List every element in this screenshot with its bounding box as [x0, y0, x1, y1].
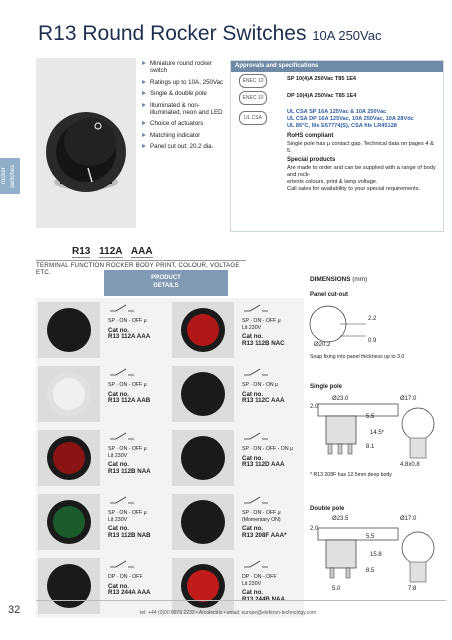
- single-term: 4.8x0.8: [400, 462, 420, 468]
- catno-label: Cat no.: [108, 525, 129, 533]
- catno-label: Cat no.: [242, 454, 263, 462]
- product-photo: [172, 302, 234, 358]
- catno-label: Cat no.: [108, 326, 129, 334]
- product-info: [242, 318, 302, 347]
- rocker-switch-icon: [172, 302, 234, 358]
- double-c: 8.5: [366, 568, 375, 574]
- product-spec: SP · ON - OFF - ON μ: [242, 446, 294, 452]
- rocker-switch-icon: [38, 558, 100, 614]
- single-a: 5.5: [366, 414, 375, 420]
- special-text: Are made to order and can be supplied with a range of body and rock- erlents colours, print & lamp voltage. Call sales for availability to your special requirements.: [287, 165, 436, 192]
- approval-sp: SP 10(4)A 250Vac T85 1E4: [287, 76, 357, 82]
- dimensions-heading: DIMENSIONS (mm): [310, 276, 368, 283]
- switch-schematic-icon: [108, 366, 148, 378]
- ul-csa-logo: UL CSA: [239, 111, 267, 125]
- code-part-function: 112A: [99, 246, 123, 257]
- product-cell: [170, 362, 304, 427]
- page-number: 32: [8, 604, 21, 616]
- product-info: [108, 510, 168, 539]
- product-spec: SP · ON - OFF μ: [108, 318, 147, 324]
- approval-dp: DP 10(4)A 250Vac T85 1E4: [287, 93, 357, 99]
- approvals-box: [230, 60, 444, 232]
- double-e: 5.0: [332, 586, 341, 592]
- switch-schematic-icon: [108, 494, 148, 506]
- catno-label: Cat no.: [242, 589, 263, 597]
- catno-value: R13 112A AAB: [108, 397, 151, 405]
- product-photo: [38, 558, 100, 614]
- rocker-switch-icon: [172, 558, 234, 614]
- product-info: [108, 446, 168, 475]
- switch-schematic-icon: [242, 366, 282, 378]
- rocker-switch-icon: [172, 430, 234, 486]
- catno-value: R13 244A AAA: [108, 589, 151, 597]
- product-details-header: PRODUCT DETAILS: [104, 270, 228, 296]
- enec-logo: ENEC 10: [239, 91, 267, 105]
- cutout-title: Panel cut-out: [310, 292, 349, 298]
- product-cell: [170, 426, 304, 491]
- catno-label: Cat no.: [242, 525, 263, 533]
- switch-schematic-icon: [242, 494, 282, 506]
- product-photo: [172, 494, 234, 550]
- rocker-switch-icon: [38, 366, 100, 422]
- feature-item: Miniature round rocker switch: [142, 60, 230, 75]
- page-title: R13 Round Rocker Switches 10A 250Vac: [38, 22, 382, 45]
- catno-value: R13 112D AAA: [242, 461, 285, 469]
- ordering-code-legend: TERMINAL FUNCTION ROCKER BODY PRINT, COLOUR, VOLTAGE ETC.: [36, 262, 240, 276]
- catno-value: R13 112B NAB: [108, 531, 151, 539]
- switch-schematic-icon: [242, 558, 282, 570]
- catno-label: Cat no.: [108, 582, 129, 590]
- switch-schematic-icon: [108, 302, 148, 314]
- hero-image: [36, 58, 136, 228]
- product-cell: [36, 298, 170, 363]
- product-spec: DP · ON - OFF Lit 230V: [242, 574, 277, 587]
- rocker-switch-icon: [38, 494, 100, 550]
- rohs-title: RoHS compliant: [287, 133, 334, 139]
- rocker-switch-photo: [36, 58, 136, 228]
- code-part-terminal: R13: [72, 246, 91, 257]
- catno-value: R13 208F AAA*: [242, 531, 287, 539]
- single-b: 14.5*: [370, 430, 385, 436]
- cutout-dia: Ø20.2: [314, 342, 331, 348]
- catno-label: Cat no.: [108, 390, 129, 398]
- double-t: 2.0: [310, 526, 319, 532]
- product-cell: [170, 490, 304, 555]
- product-info: [108, 574, 168, 597]
- single-note: * R13 208F has 12.5mm deep body: [310, 472, 392, 478]
- double-a: 5.5: [366, 534, 375, 540]
- catno-value: R13 112B NAC: [242, 339, 285, 347]
- product-cell: [36, 362, 170, 427]
- catno-value: R13 112A AAA: [108, 333, 151, 341]
- code-part-rocker: AAA: [130, 246, 153, 257]
- feature-item: Single & double pole: [142, 90, 230, 97]
- product-spec: DP · ON - OFF: [108, 574, 143, 580]
- footer-divider: [36, 600, 446, 601]
- product-info: [108, 382, 168, 405]
- product-info: [242, 574, 302, 603]
- feature-item: Matching indicator: [142, 132, 230, 139]
- switch-schematic-icon: [108, 430, 148, 442]
- code-divider: [36, 260, 246, 261]
- feature-item: Illuminated & non-illuminated, neon and LED: [142, 102, 230, 117]
- product-cell: [36, 426, 170, 491]
- switch-schematic-icon: [108, 558, 148, 570]
- special-title: Special products: [287, 157, 336, 163]
- rocker-switch-icon: [172, 366, 234, 422]
- product-info: [108, 318, 168, 341]
- approvals-heading: Approvals and specifications: [231, 61, 443, 72]
- catno-value: R13 112C AAA: [242, 397, 285, 405]
- snap-note: Snap fixing into panel thickness up to 3.0: [310, 354, 405, 360]
- section-tab: rocker switches: [0, 158, 20, 194]
- ordering-code: [72, 246, 159, 257]
- rocker-switch-icon: [38, 430, 100, 486]
- product-cell: [36, 490, 170, 555]
- product-info: [242, 510, 302, 539]
- single-c: 8.1: [366, 444, 375, 450]
- double-b: 15.8: [370, 552, 382, 558]
- switch-schematic-icon: [242, 302, 282, 314]
- double-d: Ø17.0: [400, 516, 417, 522]
- double-pole-title: Double pole: [310, 506, 345, 512]
- catno-label: Cat no.: [242, 333, 263, 341]
- double-f: 7.8: [408, 586, 417, 592]
- feature-list: [142, 60, 230, 155]
- footer-text: tel: +44 (0)00 8979 2232 • Arcolectric • email: europe@elektron-technology.com: [140, 610, 317, 616]
- double-w: Ø23.5: [332, 516, 349, 522]
- cutout-r2: 0.9: [368, 338, 377, 344]
- single-w: Ø23.0: [332, 396, 349, 402]
- catno-value: R13 112B NAA: [108, 467, 151, 475]
- approval-ul-csa: UL CSA SP 16A 125Vac & 10A 250Vac UL CSA DP 16A 125Vac, 10A 250Vac, 10A 28Vdc UL 85°C, file E67774(S), CSA file LR45128: [287, 109, 414, 129]
- product-spec: SP · ON - OFF μ: [108, 382, 147, 388]
- catno-label: Cat no.: [242, 390, 263, 398]
- product-photo: [38, 430, 100, 486]
- product-info: [242, 382, 302, 405]
- feature-item: Ratings up to 10A, 250Vac: [142, 79, 230, 86]
- product-info: [242, 446, 302, 469]
- single-d: Ø17.0: [400, 396, 417, 402]
- product-spec: SP · ON - OFF μ Lit 230V: [108, 510, 147, 523]
- rocker-switch-icon: [172, 494, 234, 550]
- single-t: 2.0: [310, 404, 319, 410]
- catno-label: Cat no.: [108, 461, 129, 469]
- rohs-text: Single pole has μ contact gap. Technical data on pages 4 & 5.: [287, 141, 434, 154]
- product-spec: SP · ON - ON μ: [242, 382, 279, 388]
- cutout-r1: 2.2: [368, 316, 377, 322]
- product-photo: [172, 430, 234, 486]
- product-spec: SP · ON - OFF μ Lit 230V: [242, 318, 281, 331]
- product-photo: [38, 494, 100, 550]
- switch-schematic-icon: [242, 430, 282, 442]
- product-cell: [170, 298, 304, 363]
- feature-item: Panel cut out: 20.2 dia.: [142, 143, 230, 150]
- product-photo: [172, 366, 234, 422]
- product-spec: SP · ON - OFF μ (Momentary ON): [242, 510, 281, 523]
- enec-logo: ENEC 10: [239, 74, 267, 88]
- single-pole-title: Single pole: [310, 384, 343, 390]
- product-photo: [38, 366, 100, 422]
- product-spec: SP · ON - OFF μ Lit 230V: [108, 446, 147, 459]
- product-photo: [172, 558, 234, 614]
- rocker-switch-icon: [38, 302, 100, 358]
- product-photo: [38, 302, 100, 358]
- feature-item: Choice of actuators: [142, 120, 230, 127]
